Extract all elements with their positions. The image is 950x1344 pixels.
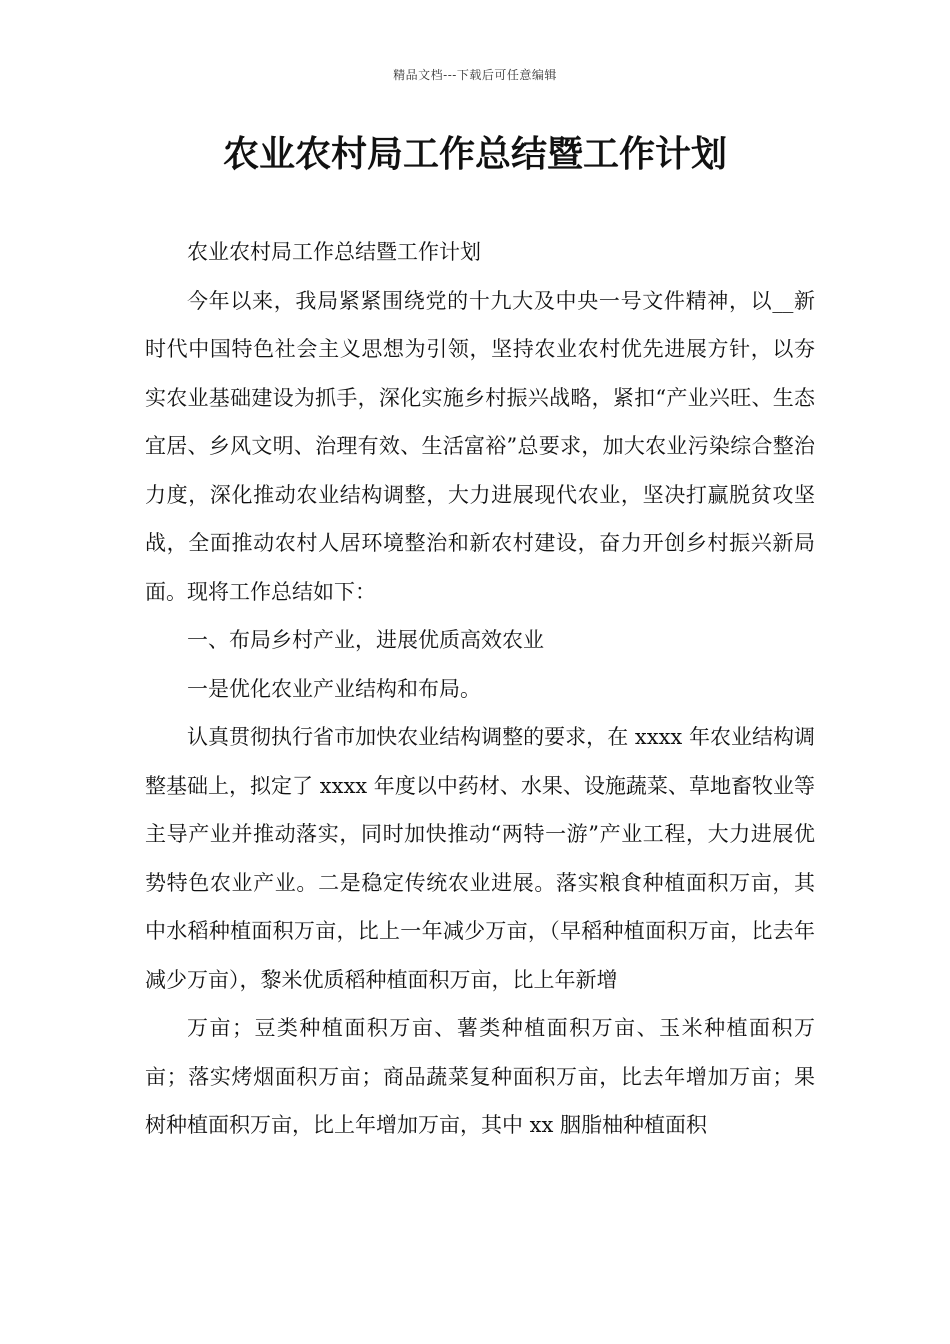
section-heading-1: 一、布局乡村产业，进展优质高效农业 [187, 628, 544, 652]
body-paragraph-intro: 今年以来，我局紧紧围绕党的十九大及中央一号文件精神，以__新时代中国特色社会主义思想为引领，坚持农业农村优先进展方针，以夯实农业基础建设为抓手，深化实施乡村振兴战略，紧扣“产业兴旺、生态宜居、乡风文明、治理有效、生活富裕”总要求，加大农业污染综合整治力度，深化推动农业结构调整，大力进展现代农业，坚决打赢脱贫攻坚战，全面推动农村人居环境整治和新农村建设，奋力开创乡村振兴新局面。现将工作总结如下： [145, 288, 815, 604]
body-paragraph-point-1: 一是优化农业产业结构和布局。 [187, 676, 481, 701]
body-paragraph-structure: 认真贯彻执行省市加快农业结构调整的要求，在 xxxx 年农业结构调整基础上，拟定了 xxxx 年度以中药材、水果、设施蔬菜、草地畜牧业等主导产业并推动落实，同时加快推动“两特一游”产业工程，大力进展优势特色农业产业。二是稳定传统农业进展。落实粮食种植面积万亩，其中水稻种植面积万亩，比上一年减少万亩，（早稻种植面积万亩，比去年减少万亩），黎米优质稻种植面积万亩，比上年新增 [145, 725, 815, 992]
document-body [145, 228, 815, 1150]
document-title: 农业农村局工作总结暨工作计划 [222, 134, 727, 175]
header-note: 精品文档---下载后可任意编辑 [393, 68, 557, 82]
body-paragraph-subtitle: 农业农村局工作总结暨工作计划 [187, 240, 481, 264]
body-paragraph-areas: 万亩；豆类种植面积万亩、薯类种植面积万亩、玉米种植面积万亩；落实烤烟面积万亩；商品蔬菜复种面积万亩，比去年增加万亩；果树种植面积万亩，比上年增加万亩，其中 xx 胭脂柚种植面积 [145, 1016, 815, 1137]
